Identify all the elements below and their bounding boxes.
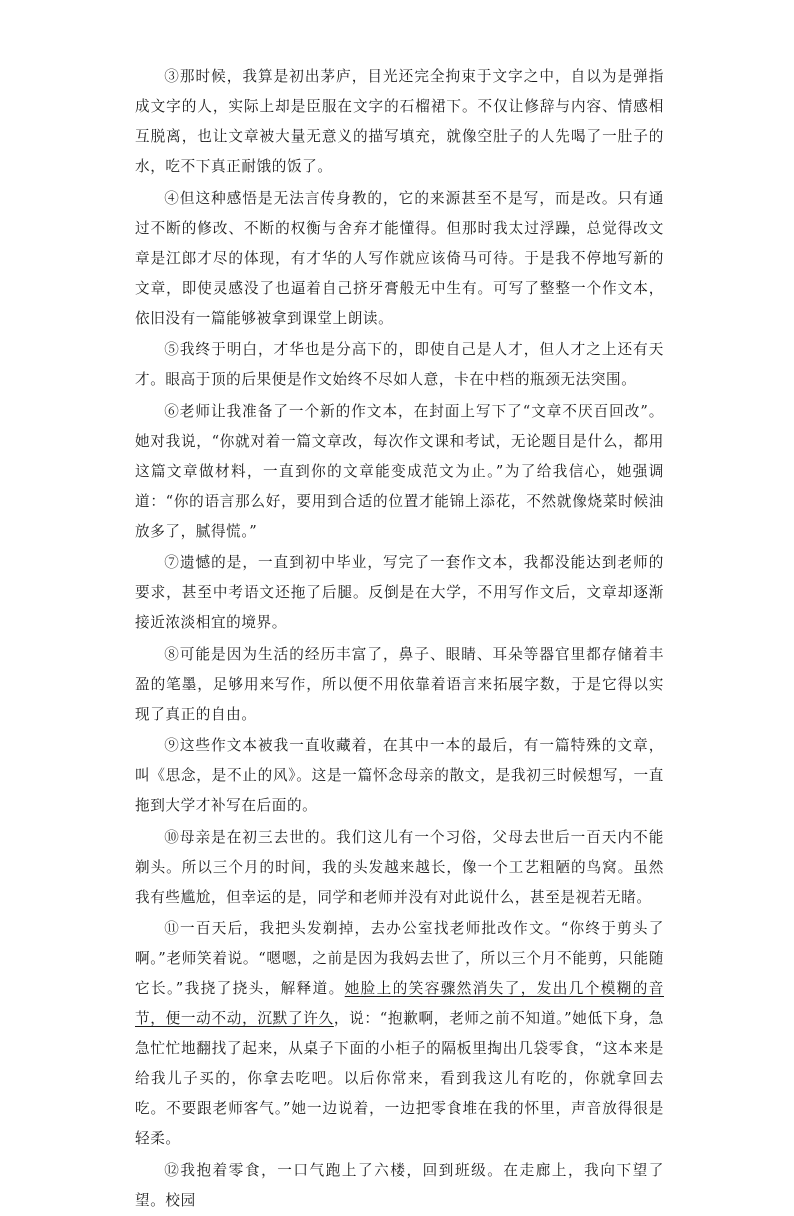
paragraph-11-after: ，说：“抱歉啊，老师之前不知道。”她低下身，急急忙忙地翻找了起来，从桌子下面的小柜子的隔板里掏出几袋零食，“这本来是给我儿子买的，你拿去吃吧。以后你常来，看到我这儿有吃的，你就拿回去吃。不要跟老师客气。”她一边说着，一边把零食堆在我的怀里，声音放得很是轻柔。 <box>135 1010 664 1147</box>
paragraph-5: ⑤我终于明白，才华也是分高下的，即使自己是人才，但人才之上还有天才。眼高于顶的后果便是作文始终不尽如人意，卡在中档的瓶颈无法突围。 <box>135 341 664 388</box>
paragraph-11-before: ⑪一百天后，我把头发剃掉，去办公室找老师批改作文。“你终于剪头了啊。”老师笑着说。“嗯嗯，之前是因为我妈去世了，所以三个月不能剪，只能随它长。”我挠了挠头，解释道。 <box>135 920 664 997</box>
paragraph-10: ⑩母亲是在初三去世的。我们这儿有一个习俗，父母去世后一百天内不能剃头。所以三个月的时间，我的头发越来越长，像一个工艺粗陋的鸟窝。虽然我有些尴尬，但幸运的是，同学和老师并没有对此说什么，甚至是视若无睹。 <box>135 828 664 906</box>
paragraph-4: ④但这种感悟是无法言传身教的，它的来源甚至不是写，而是改。只有通过不断的修改、不断的权衡与舍弃才能懂得。但那时我太过浮躁，总觉得改文章是江郎才尽的体现，有才华的人写作就应该倚马可待。于是我不停地写新的文章，即使灵感没了也逼着自己挤牙膏般无中生有。可写了整整一个作文本，依旧没有一篇能够被拿到课堂上朗读。 <box>135 189 664 327</box>
paragraph-6: ⑥老师让我准备了一个新的作文本，在封面上写下了“文章不厌百回改”。她对我说，“你就对着一篇文章改，每次作文课和考试，无论题目是什么，都用这篇文章做材料，一直到你的文章能变成范文为止。”为了给我信心，她强调道：“你的语言那么好，要用到合适的位置才能锦上添花，不然就像烧菜时候油放多了，腻得慌。” <box>135 402 664 540</box>
paragraph-7: ⑦遗憾的是，一直到初中毕业，写完了一套作文本，我都没能达到老师的要求，甚至中考语文还拖了后腿。反倒是在大学，不用写作文后，文章却逐渐接近浓淡相宜的境界。 <box>135 554 664 631</box>
underlined-sentence: 她脸上的笑容骤然消失了，发出几个模糊的音节，便一动不动，沉默了许久 <box>135 980 664 1027</box>
paragraph-3: ③那时候，我算是初出茅庐，目光还完全拘束于文字之中，自以为是弹指成文字的人，实际上却是臣服在文字的石榴裙下。不仅让修辞与内容、情感相互脱离，也让文章被大量无意义的描写填充，就像空肚子的人先喝了一肚子的水，吃不下真正耐饿的饭了。 <box>135 68 664 175</box>
paragraph-8: ⑧可能是因为生活的经历丰富了，鼻子、眼睛、耳朵等器官里都存储着丰盈的笔墨，足够用来写作，所以便不用依靠着语言来拓展字数，于是它得以实现了真正的自由。 <box>135 645 664 723</box>
paragraph-12: ⑫我抱着零食，一口气跑上了六楼，回到班级。在走廊上，我向下望了望。校园 <box>135 1161 664 1209</box>
paragraph-9: ⑨这些作文本被我一直收藏着，在其中一本的最后，有一篇特殊的文章，叫《思念，是不止的风》。这是一篇怀念母亲的散文，是我初三时候想写，一直拖到大学才补写在后面的。 <box>135 737 664 814</box>
paragraph-11 <box>135 914 664 1154</box>
